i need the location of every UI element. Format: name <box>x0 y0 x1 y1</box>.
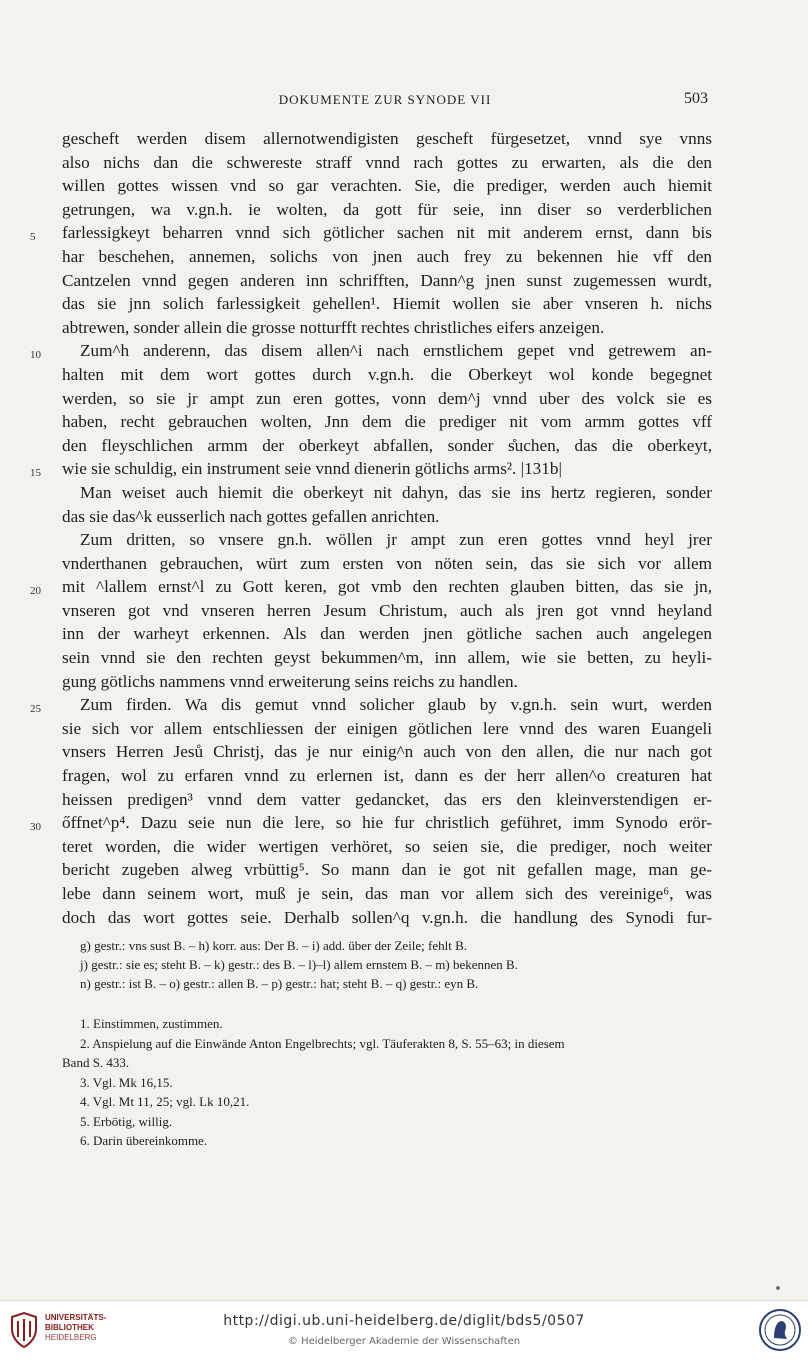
footnote: 5. Erbötig, willig. <box>80 1113 173 1129</box>
text-line: vnseren got vnd vnseren herren Jesum Christum, auch als jren got vnnd heyland <box>62 600 712 620</box>
scan-mark <box>776 1286 780 1290</box>
text-line: willen gottes wissen vnd so gar verachten. Sie, die prediger, werden auch hiemit <box>62 176 712 196</box>
main-text <box>62 127 712 929</box>
text-line: Zum dritten, so vnsere gn.h. wöllen jr ampt zun eren gottes vnnd heyl jrer <box>80 530 712 550</box>
text-line: sein vnnd sie den rechten geyst bekummen^m, inn allem, wie sie betten, zu heyli- <box>62 648 712 668</box>
text-line: halten mit dem wort gottes durch v.gn.h. die Oberkeyt wol konde begegnet <box>62 364 712 384</box>
footnote: 6. Darin übereinkomme. <box>80 1133 208 1148</box>
text-line: also nichs dan die schwereste straff vnnd rach gottes zu erwarten, als die den <box>62 152 712 172</box>
text-line: wie sie schuldig, ein instrument seie vnnd dienerin götlichs arms². |131b| <box>62 459 562 479</box>
text-line: gung götlichs nammens vnnd erweiterung seins reichs zu handlen. <box>62 671 518 691</box>
text-line: heissen predigen³ vnnd dem vatter gedancket, das ers den kleinverstendigen er- <box>62 789 712 809</box>
line-number: 20 <box>30 585 41 597</box>
line-number: 5 <box>30 231 36 243</box>
text-line: farlessigkeyt beharren vnnd sich götlicher sachen nit mit anderem ernst, dann bis <box>62 223 712 243</box>
footnote: 1. Einstimmen, zustimmen. <box>80 1016 223 1031</box>
text-line: gescheft werden disem allernotwendigisten gescheft fürgesetzet, vnnd sye vnns <box>62 129 712 148</box>
critical-apparatus <box>80 936 712 993</box>
text-line: doch das wort gottes seie. Derhalb sollen^q v.gn.h. die handlung des Synodi fur- <box>62 907 712 927</box>
library-name: UNIVERSITÄTS- BIBLIOTHEK HEIDELBERG <box>45 1313 107 1342</box>
permalink-url[interactable]: http://digi.ub.uni-heidelberg.de/diglit/bds5/0507 <box>223 1313 585 1329</box>
footnote-continuation: Band S. 433. <box>62 1055 130 1070</box>
text-line: Zum^h anderenn, das disem allen^i nach ernstlichem gepet vnd getrewem an- <box>80 341 712 361</box>
academy-seal-icon <box>758 1308 802 1352</box>
footnote: 2. Anspielung auf die Einwände Anton Engelbrechts; vgl. Täuferakten 8, S. 55–63; in diesem <box>80 1035 565 1051</box>
text-line: lebe dann seinem wort, muß je sein, das man vor allem sich des vereinige⁶, was <box>62 884 712 903</box>
footnotes <box>62 1014 712 1151</box>
text-line: sie sich vor allem entschliessen der einigen götlichen lere vnnd des waren Euangeli <box>62 718 712 738</box>
text-line: den fleyschlichen armm der oberkeyt abfallen, sonder s̊uchen, das die oberkeyt, <box>62 435 712 455</box>
apparatus-line: g) gestr.: vns sust B. – h) korr. aus: Der B. – i) add. über der Zeile; fehlt B. <box>80 938 468 953</box>
text-line: őffnet^p⁴. Dazu seie nun die lere, so hie fur christlich geführet, imm Synodo erör- <box>62 813 712 833</box>
text-line: har beschehen, annemen, solichs von jnen auch frey zu bekennen hie vff den <box>62 246 712 266</box>
text-line: Cantzelen vnnd gegen anderen inn schrifften, Dann^g jnen sunst zugemessen wurdt, <box>62 270 712 290</box>
text-line: werden, so sie jr ampt zun eren gottes, vonn dem^j vnnd uber des volck sie es <box>62 388 712 408</box>
text-line: mit ^lallem ernst^l zu Gott keren, got vmb den rechten glauben bitten, das sie jn, <box>62 577 712 597</box>
apparatus-line: n) gestr.: ist B. – o) gestr.: allen B. – p) gestr.: hat; steht B. – q) gestr.: eyn B. <box>80 976 479 991</box>
text-line: das sie das^k eusserlich nach gottes gefallen anrichten. <box>62 506 440 526</box>
text-line: bericht zugeben alweg vrbüttig⁵. So mann dan ie got nit gefallen mage, man ge- <box>62 860 712 880</box>
running-title: DOKUMENTE ZUR SYNODE VII <box>278 92 492 107</box>
apparatus-line: j) gestr.: sie es; steht B. – k) gestr.: des B. – l)–l) allem ernstem B. – m) bekennen B. <box>80 957 518 972</box>
line-number: 15 <box>30 467 41 479</box>
viewer-footer <box>0 1300 808 1359</box>
text-line: getrungen, wa v.gn.h. ie wolten, da gott für seie, inn diser so verderblichen <box>62 199 712 219</box>
footnote: 4. Vgl. Mt 11, 25; vgl. Lk 10,21. <box>80 1094 250 1109</box>
page-number: 503 <box>684 90 708 107</box>
text-line: fragen, wol zu erfaren vnnd zu erlernen ist, dann es der herr allen^o creaturen hat <box>62 766 712 786</box>
text-line: inn der warheyt erkennen. Als dan werden jnen götliche sachen auch angelegen <box>62 624 712 644</box>
line-number: 10 <box>30 349 41 361</box>
line-number: 30 <box>30 821 41 833</box>
text-line: vnderthanen gebrauchen, würt zum ersten von nöten sein, das sie sich vor allem <box>62 553 712 573</box>
line-number: 25 <box>30 703 41 715</box>
text-line: haben, recht gebrauchen wolten, Jnn dem die prediger nit vom armm gottes vff <box>62 412 712 432</box>
text-line: das sie jnn solich farlessigkeit gehellen¹. Hiemit wollen sie aber vnseren h. nichs <box>62 294 712 314</box>
text-line: abtrewen, sonder allein die grosse notturfft rechtes christliches eifers anzeigen. <box>62 317 605 337</box>
footnote: 3. Vgl. Mk 16,15. <box>80 1074 173 1090</box>
copyright-notice: © Heidelberger Akademie der Wissenschaften <box>287 1336 521 1347</box>
text-line: teret worden, die wider wertigen verhöret, so seien sie, die prediger, noch weiter <box>62 836 712 856</box>
text-line: Man weiset auch hiemit die oberkeyt nit dahyn, das sie ins hertz regieren, sonder <box>80 482 712 502</box>
text-line: Zum firden. Wa dis gemut vnnd solicher glaub by v.gn.h. sein wurt, werden <box>80 695 712 715</box>
text-line: vnsers Herren Jesů Christj, das je nur einig^n auch von den allen, die nur nach got <box>62 742 712 762</box>
